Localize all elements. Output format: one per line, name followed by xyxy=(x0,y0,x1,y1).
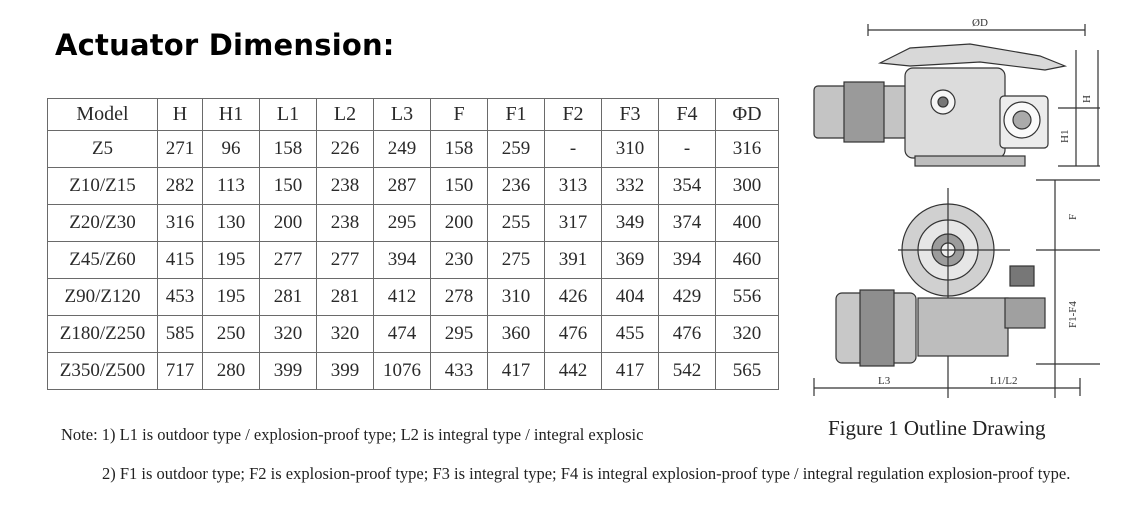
dimension-cell: 354 xyxy=(659,168,716,205)
diameter-label: ØD xyxy=(972,17,988,29)
dimension-cell: 1076 xyxy=(374,353,431,390)
length12-label: L1/L2 xyxy=(990,375,1018,387)
table-row xyxy=(48,353,779,390)
dimension-cell: 277 xyxy=(317,242,374,279)
dimension-cell: 282 xyxy=(158,168,203,205)
table-row xyxy=(48,316,779,353)
figure-caption: Figure 1 Outline Drawing xyxy=(828,416,1046,440)
dimension-cell: 399 xyxy=(317,353,374,390)
dimension-cell: 453 xyxy=(158,279,203,316)
page-title: Actuator Dimension: xyxy=(55,28,395,62)
dimension-cell: 259 xyxy=(488,131,545,168)
dimension-cell: 250 xyxy=(203,316,260,353)
column-header: F4 xyxy=(659,99,716,131)
dimension-cell: 320 xyxy=(317,316,374,353)
dimension-cell: 195 xyxy=(203,242,260,279)
table-row xyxy=(48,279,779,316)
dimension-cell: 277 xyxy=(260,242,317,279)
column-header: F2 xyxy=(545,99,602,131)
dimension-cell: 320 xyxy=(260,316,317,353)
dimension-cell: 130 xyxy=(203,205,260,242)
dimension-cell: 96 xyxy=(203,131,260,168)
dimension-cell: 476 xyxy=(659,316,716,353)
column-header: F1 xyxy=(488,99,545,131)
table-row xyxy=(48,168,779,205)
note-1: Note: 1) L1 is outdoor type / explosion-proof type; L2 is integral type / integral explosic xyxy=(61,425,644,444)
dimension-cell: 404 xyxy=(602,279,659,316)
dimension-cell: 717 xyxy=(158,353,203,390)
model-cell: Z45/Z60 xyxy=(48,242,158,279)
dimension-cell: 281 xyxy=(260,279,317,316)
dimension-cell: 150 xyxy=(260,168,317,205)
dimension-cell: 255 xyxy=(488,205,545,242)
dimension-cell: 249 xyxy=(374,131,431,168)
model-cell: Z350/Z500 xyxy=(48,353,158,390)
flange-range-label: F1-F4 xyxy=(1067,301,1079,328)
dimension-cell: 391 xyxy=(545,242,602,279)
dimension-cell: 369 xyxy=(602,242,659,279)
dimension-cell: 565 xyxy=(716,353,779,390)
main-housing-top xyxy=(905,68,1005,158)
dimension-cell: 399 xyxy=(260,353,317,390)
dimension-cell: 230 xyxy=(431,242,488,279)
dimension-cell: 275 xyxy=(488,242,545,279)
length3-label: L3 xyxy=(878,375,891,387)
dimension-cell: 295 xyxy=(374,205,431,242)
model-cell: Z180/Z250 xyxy=(48,316,158,353)
dimension-cell: 412 xyxy=(374,279,431,316)
dimension-cell: - xyxy=(659,131,716,168)
table-body xyxy=(48,131,779,390)
dimension-cell: 429 xyxy=(659,279,716,316)
dimension-cell: 271 xyxy=(158,131,203,168)
dimension-cell: 316 xyxy=(716,131,779,168)
dimension-cell: 460 xyxy=(716,242,779,279)
column-header: H xyxy=(158,99,203,131)
dimension-cell: 476 xyxy=(545,316,602,353)
column-header: L3 xyxy=(374,99,431,131)
dimension-cell: 442 xyxy=(545,353,602,390)
dimension-cell: 310 xyxy=(602,131,659,168)
dimension-cell: 332 xyxy=(602,168,659,205)
column-header: F3 xyxy=(602,99,659,131)
dimension-cell: 474 xyxy=(374,316,431,353)
dimension-cell: 426 xyxy=(545,279,602,316)
table-row xyxy=(48,242,779,279)
dimension-cell: 287 xyxy=(374,168,431,205)
model-cell: Z5 xyxy=(48,131,158,168)
column-header: L1 xyxy=(260,99,317,131)
dimension-cell: 158 xyxy=(431,131,488,168)
model-cell: Z10/Z15 xyxy=(48,168,158,205)
dimension-cell: 300 xyxy=(716,168,779,205)
model-cell: Z90/Z120 xyxy=(48,279,158,316)
height-label: H xyxy=(1081,95,1093,103)
dimension-cell: 349 xyxy=(602,205,659,242)
dimension-cell: 113 xyxy=(203,168,260,205)
dimension-cell: 150 xyxy=(431,168,488,205)
dimension-cell: 455 xyxy=(602,316,659,353)
dimension-cell: 417 xyxy=(602,353,659,390)
outline-drawing xyxy=(800,8,1100,398)
dimension-cell: 556 xyxy=(716,279,779,316)
dimension-cell: 236 xyxy=(488,168,545,205)
dimension-cell: 542 xyxy=(659,353,716,390)
table-row xyxy=(48,205,779,242)
model-cell: Z20/Z30 xyxy=(48,205,158,242)
dimension-cell: 195 xyxy=(203,279,260,316)
dimension-cell: 415 xyxy=(158,242,203,279)
dimension-cell: 200 xyxy=(431,205,488,242)
note-2: 2) F1 is outdoor type; F2 is explosion-proof type; F3 is integral type; F4 is integral explosion-proof type / integral regulation explosion-proof type. xyxy=(102,464,1071,483)
dimension-cell: 394 xyxy=(374,242,431,279)
dimension-cell: 433 xyxy=(431,353,488,390)
table-row xyxy=(48,131,779,168)
dimension-cell: 238 xyxy=(317,168,374,205)
dimension-cell: 295 xyxy=(431,316,488,353)
dimension-table xyxy=(47,98,779,390)
dimension-cell: 226 xyxy=(317,131,374,168)
column-header: Model xyxy=(48,99,158,131)
dimension-cell: - xyxy=(545,131,602,168)
dimension-cell: 316 xyxy=(158,205,203,242)
dimension-cell: 394 xyxy=(659,242,716,279)
dimension-cell: 585 xyxy=(158,316,203,353)
dimension-cell: 417 xyxy=(488,353,545,390)
handwheel-shape xyxy=(880,44,1065,70)
dimension-cell: 281 xyxy=(317,279,374,316)
dimension-cell: 313 xyxy=(545,168,602,205)
dimension-cell: 200 xyxy=(260,205,317,242)
dimension-cell: 320 xyxy=(716,316,779,353)
dimension-cell: 238 xyxy=(317,205,374,242)
dimension-cell: 310 xyxy=(488,279,545,316)
column-header: F xyxy=(431,99,488,131)
table-header-row xyxy=(48,99,779,131)
dimension-cell: 360 xyxy=(488,316,545,353)
dimension-cell: 400 xyxy=(716,205,779,242)
dimension-cell: 317 xyxy=(545,205,602,242)
height1-label: H1 xyxy=(1059,129,1071,143)
column-header: ΦD xyxy=(716,99,779,131)
flange-label: F xyxy=(1067,213,1079,220)
column-header: H1 xyxy=(203,99,260,131)
column-header: L2 xyxy=(317,99,374,131)
dimension-cell: 158 xyxy=(260,131,317,168)
dimension-cell: 278 xyxy=(431,279,488,316)
dimension-cell: 280 xyxy=(203,353,260,390)
dimension-cell: 374 xyxy=(659,205,716,242)
